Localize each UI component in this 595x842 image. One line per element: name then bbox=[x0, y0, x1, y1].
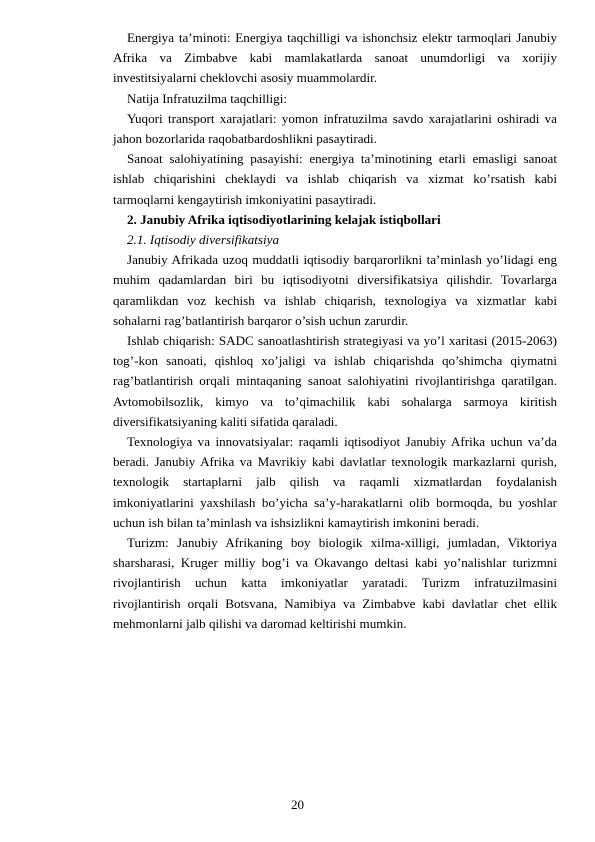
paragraph-infrastructure-result: Natija Infratuzilma taqchilligi: bbox=[127, 90, 287, 106]
subsection-heading: 2.1. Iqtisodiy diversifikatsiya bbox=[127, 232, 280, 248]
section-heading: 2. Janubiy Afrika iqtisodiyotlarining kelajak istiqbollari bbox=[127, 211, 441, 227]
paragraph-diversification: Janubiy Afrikada uzoq muddatli iqtisodiy barqarorlikni ta’minlash yo’lidagi eng muhim qadamlardan biri bu iqtisodiyotni diversifikatsiya qilishdir. Tovarlarga qaramlikdan voz kechish va ishlab chiqarish, texnologiya va xizmatlar kabi sohalarni rag’batlantirish barqaror o’sish uchun zarurdir. bbox=[113, 252, 557, 328]
page-number: 20 bbox=[290, 797, 305, 812]
paragraph-manufacturing: Ishlab chiqarish: SADC sanoatlashtirish strategiyasi va yo’l xaritasi (2015-2063) tog’-kon sanoati, qishloq xo’jaligi va ishlab chiqarishda qo’shimcha qiymatni rag’batlantirish orqali mintaqaning sanoat salohiyatini rivojlantirishga qaratilgan. Avtomobilsozlik, kimyo va to’qimachilik kabi sohalarga sarmoya kiritish diversifikatsiyaning kaliti sifatida qaraladi. bbox=[113, 333, 557, 429]
document-body bbox=[113, 28, 557, 634]
paragraph-technology: Texnologiya va innovatsiyalar: raqamli iqtisodiyot Janubiy Afrika uchun va’da beradi. Janubiy Afrika va Mavrikiy kabi davlatlar texnologik markazlarni qurish, texnologik startaplarni jalb qilish va raqamli xizmatlardan foydalanish imkoniyatlarini yaxshilash bo’yicha sa’y-harakatlarni olib bormoqda, bu yoshlar uchun ish bilan ta’minlash va ishsizlikni kamaytirish imkonini beradi. bbox=[113, 434, 557, 530]
paragraph-transport-costs: Yuqori transport xarajatlari: yomon infratuzilma savdo xarajatlarini oshiradi va jahon bozorlarida raqobatbardoshlikni pasaytiradi. bbox=[113, 110, 557, 147]
paragraph-industrial-capacity: Sanoat salohiyatining pasayishi: energiya ta’minotining etarli emasligi sanoat ishlab chiqarishini cheklaydi va ishlab chiqarish va xizmat ko’rsatish kabi tarmoqlarni kengaytirish imkoniyatini pasaytiradi. bbox=[113, 151, 557, 207]
paragraph-energy-supply: Energiya ta’minoti: Energiya taqchilligi va ishonchsiz elektr tarmoqlari Janubiy Afrika va Zimbabve kabi mamlakatlarda sanoat unumdorligi va xorijiy investitsiyalarni cheklovchi asosiy muammolardir. bbox=[113, 30, 557, 86]
paragraph-tourism: Turizm: Janubiy Afrikaning boy biologik xilma-xilligi, jumladan, Viktoriya sharsharasi, Kruger milliy bog’i va Okavango deltasi kabi yo’nalishlar turizmni rivojlantirish uchun katta imkoniyatlar yaratadi. Turizm infratuzilmasini rivojlantirish orqali Botsvana, Namibiya va Zimbabve kabi davlatlar chet ellik mehmonlarni jalb qilishi va daromad keltirishi mumkin. bbox=[113, 535, 557, 631]
